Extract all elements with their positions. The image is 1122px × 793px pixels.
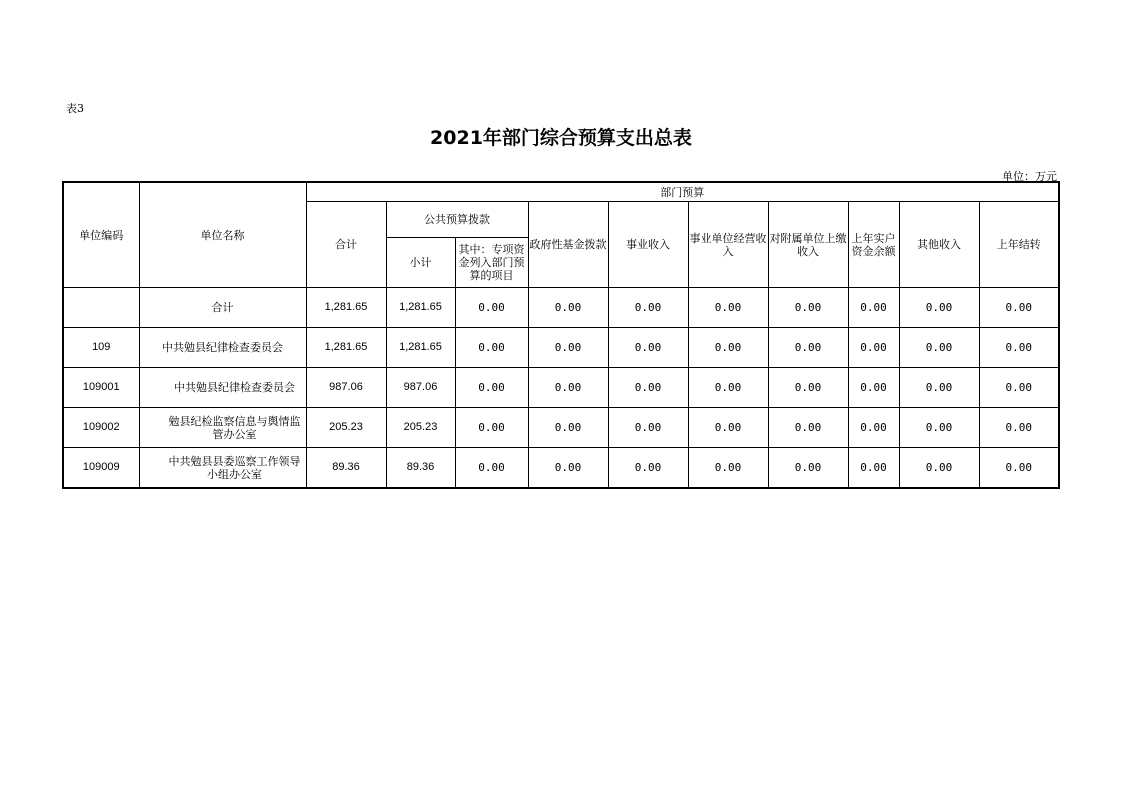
header-code: 单位编码: [63, 182, 139, 288]
cell-career-income: 0.00: [608, 368, 688, 408]
header-other-income: 其他收入: [899, 202, 979, 288]
cell-subtotal: 205.23: [386, 408, 455, 448]
cell-carryover: 0.00: [979, 408, 1059, 448]
cell-balance: 0.00: [848, 368, 899, 408]
table-row: [63, 448, 1059, 489]
cell-name-text: 中共勉县县委巡察工作领导小组办公室: [168, 454, 301, 481]
cell-name: [139, 408, 306, 448]
header-public-budget: 公共预算拨款: [386, 202, 528, 238]
page-title: 2021年部门综合预算支出总表: [430, 127, 692, 149]
header-total: 合计: [306, 202, 386, 288]
cell-special: 0.00: [455, 288, 528, 328]
cell-other-income: 0.00: [899, 448, 979, 489]
table-row: [63, 368, 1059, 408]
cell-operating-income: 0.00: [688, 328, 768, 368]
cell-subsidiary-income: 0.00: [768, 368, 848, 408]
cell-name-text: 中共勉县纪律检查委员会: [174, 381, 295, 394]
cell-name: 中共勉县纪律检查委员会: [139, 328, 306, 368]
cell-other-income: 0.00: [899, 368, 979, 408]
cell-subtotal: 987.06: [386, 368, 455, 408]
cell-special: 0.00: [455, 368, 528, 408]
cell-total: 1,281.65: [306, 288, 386, 328]
cell-subtotal: 89.36: [386, 448, 455, 489]
table-row: [63, 408, 1059, 448]
header-name: 单位名称: [139, 182, 306, 288]
cell-gov-fund: 0.00: [528, 448, 608, 489]
header-balance: 上年实户资金余额: [848, 202, 899, 288]
cell-gov-fund: 0.00: [528, 368, 608, 408]
cell-carryover: 0.00: [979, 288, 1059, 328]
header-operating-income: 事业单位经营收入: [688, 202, 768, 288]
cell-operating-income: 0.00: [688, 448, 768, 489]
cell-subsidiary-income: 0.00: [768, 408, 848, 448]
cell-other-income: 0.00: [899, 288, 979, 328]
cell-subtotal: 1,281.65: [386, 328, 455, 368]
cell-total: 205.23: [306, 408, 386, 448]
cell-name-text: 勉县纪检监察信息与舆情监管办公室: [168, 414, 301, 441]
table-row: [63, 288, 1059, 328]
cell-career-income: 0.00: [608, 448, 688, 489]
cell-name: [139, 368, 306, 408]
cell-carryover: 0.00: [979, 448, 1059, 489]
cell-total: 1,281.65: [306, 328, 386, 368]
cell-subtotal: 1,281.65: [386, 288, 455, 328]
budget-table: [62, 181, 1060, 489]
header-subsidiary-income: 对附属单位上缴收入: [768, 202, 848, 288]
cell-other-income: 0.00: [899, 328, 979, 368]
cell-operating-income: 0.00: [688, 288, 768, 328]
unit-label: 单位：万元: [1002, 170, 1057, 183]
cell-special: 0.00: [455, 328, 528, 368]
cell-operating-income: 0.00: [688, 368, 768, 408]
table-number: 表3: [66, 102, 84, 115]
header-career-income: 事业收入: [608, 202, 688, 288]
cell-special: 0.00: [455, 448, 528, 489]
cell-gov-fund: 0.00: [528, 288, 608, 328]
cell-subsidiary-income: 0.00: [768, 328, 848, 368]
header-gov-fund: 政府性基金拨款: [528, 202, 608, 288]
cell-code: 109009: [63, 448, 139, 489]
cell-career-income: 0.00: [608, 328, 688, 368]
cell-code: 109002: [63, 408, 139, 448]
cell-special: 0.00: [455, 408, 528, 448]
cell-gov-fund: 0.00: [528, 408, 608, 448]
cell-balance: 0.00: [848, 448, 899, 489]
cell-name: [139, 448, 306, 489]
cell-balance: 0.00: [848, 328, 899, 368]
cell-balance: 0.00: [848, 408, 899, 448]
cell-code: 109: [63, 328, 139, 368]
cell-career-income: 0.00: [608, 288, 688, 328]
cell-name: 合计: [139, 288, 306, 328]
header-subtotal: 小计: [386, 238, 455, 288]
cell-carryover: 0.00: [979, 328, 1059, 368]
cell-total: 987.06: [306, 368, 386, 408]
cell-gov-fund: 0.00: [528, 328, 608, 368]
cell-subsidiary-income: 0.00: [768, 448, 848, 489]
cell-subsidiary-income: 0.00: [768, 288, 848, 328]
cell-operating-income: 0.00: [688, 408, 768, 448]
cell-total: 89.36: [306, 448, 386, 489]
cell-other-income: 0.00: [899, 408, 979, 448]
cell-code: 109001: [63, 368, 139, 408]
cell-carryover: 0.00: [979, 368, 1059, 408]
header-dept-budget: 部门预算: [306, 182, 1059, 202]
cell-balance: 0.00: [848, 288, 899, 328]
header-carryover: 上年结转: [979, 202, 1059, 288]
header-special: 其中：专项资金列入部门预算的项目: [455, 238, 528, 288]
cell-career-income: 0.00: [608, 408, 688, 448]
cell-code: [63, 288, 139, 328]
table-row: [63, 328, 1059, 368]
